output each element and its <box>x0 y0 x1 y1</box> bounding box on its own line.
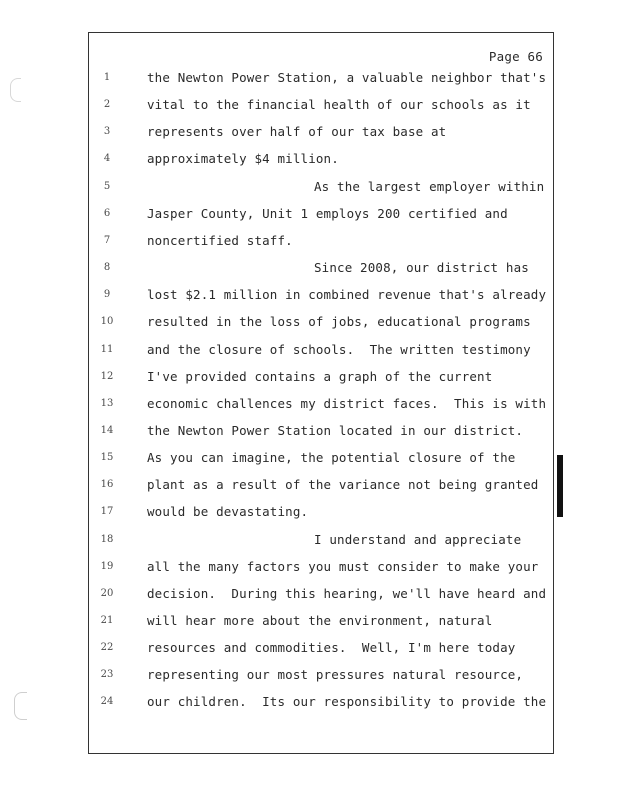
line-number: 15 <box>100 452 114 464</box>
page-number: Page 66 <box>488 49 543 64</box>
page-edge-marker <box>557 455 563 517</box>
transcript-line <box>0 450 618 468</box>
transcript-line <box>0 314 618 332</box>
transcript-line <box>0 179 618 197</box>
transcript-line <box>0 342 618 360</box>
transcript-line <box>0 206 618 224</box>
line-text: plant as a result of the variance not being granted <box>147 477 539 493</box>
line-number: 4 <box>103 153 111 165</box>
line-number: 13 <box>100 397 114 409</box>
transcript-line <box>0 423 618 441</box>
line-text: representing our most pressures natural resource, <box>147 667 524 683</box>
transcript-line <box>0 667 618 685</box>
transcript-line <box>0 694 618 712</box>
line-text: resources and commodities. Well, I'm here today <box>147 640 516 656</box>
line-number: 21 <box>100 615 114 626</box>
transcript-line <box>0 586 618 604</box>
line-text: and the closure of schools. The written testimony <box>147 341 531 357</box>
line-text: decision. During this hearing, we'll have heard and <box>147 585 547 601</box>
line-number: 5 <box>103 180 111 192</box>
line-number: 2 <box>103 99 111 111</box>
line-number: 8 <box>103 262 111 274</box>
transcript-line <box>0 532 618 550</box>
line-text: Jasper County, Unit 1 employs 200 certified and <box>147 205 508 221</box>
line-number: 3 <box>103 126 111 138</box>
line-number: 19 <box>100 560 114 572</box>
line-number: 6 <box>103 207 111 219</box>
line-number: 10 <box>100 316 114 328</box>
line-text: As you can imagine, the potential closure of the <box>147 450 516 466</box>
line-text: will hear more about the environment, natural <box>147 613 493 628</box>
line-number: 16 <box>100 479 114 491</box>
line-text: lost $2.1 million in combined revenue that's already <box>147 287 547 303</box>
line-text: I've provided contains a graph of the current <box>147 368 493 384</box>
line-text: As the largest employer within <box>314 178 545 194</box>
transcript-line <box>0 369 618 387</box>
line-number: 11 <box>100 343 114 355</box>
line-text: Since 2008, our district has <box>314 260 529 276</box>
line-number: 20 <box>100 587 114 599</box>
line-text: our children. Its our responsibility to provide the <box>147 694 547 710</box>
transcript-line <box>0 70 618 88</box>
transcript-line <box>0 151 618 169</box>
line-number: 17 <box>100 506 114 518</box>
transcript-line <box>0 233 618 251</box>
transcript-line <box>0 613 618 631</box>
line-text: resulted in the loss of jobs, educational programs <box>147 314 531 330</box>
line-number: 22 <box>100 642 114 654</box>
transcript-line <box>0 260 618 278</box>
transcript-line <box>0 559 618 577</box>
line-number: 12 <box>100 370 114 382</box>
line-text: noncertified staff. <box>147 232 293 248</box>
transcript-line <box>0 504 618 522</box>
transcript-line <box>0 477 618 495</box>
line-text: would be devastating. <box>147 504 309 520</box>
transcript-line <box>0 97 618 115</box>
line-text: the Newton Power Station, a valuable neighbor that's <box>147 70 547 85</box>
line-number: 18 <box>100 533 114 545</box>
transcript-line <box>0 396 618 414</box>
line-text: vital to the financial health of our schools as it <box>147 97 531 113</box>
line-number: 23 <box>100 669 114 681</box>
line-text: economic challences my district faces. This is with <box>147 395 547 411</box>
line-number: 9 <box>103 289 111 301</box>
line-text: represents over half of our tax base at <box>147 124 447 140</box>
line-number: 1 <box>103 72 111 83</box>
transcript-line <box>0 640 618 658</box>
line-text: I understand and appreciate <box>314 531 522 547</box>
line-text: the Newton Power Station located in our district. <box>147 422 524 438</box>
line-text: all the many factors you must consider to make your <box>147 558 539 574</box>
line-text: approximately $4 million. <box>147 151 339 167</box>
line-number: 24 <box>100 696 114 708</box>
line-number: 14 <box>100 424 114 436</box>
transcript-line <box>0 287 618 305</box>
transcript-line <box>0 124 618 142</box>
line-number: 7 <box>103 234 111 246</box>
